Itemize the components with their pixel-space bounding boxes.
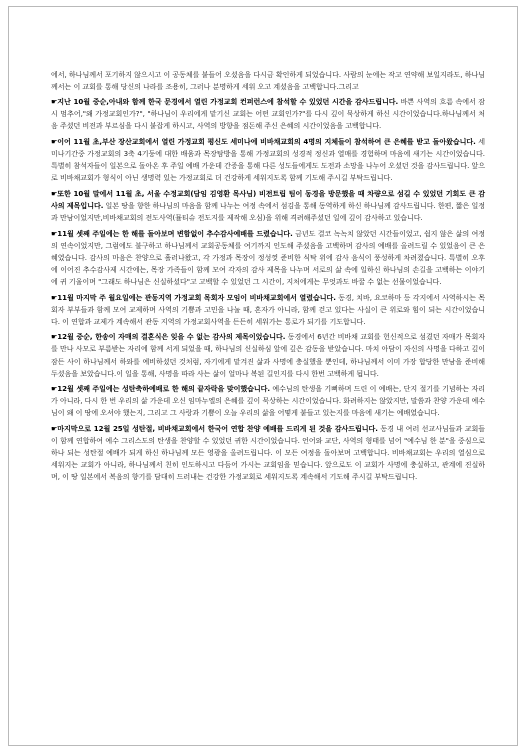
paragraph-seminar <box>51 136 485 184</box>
paragraph-text: 예수님의 탄생을 기뻐하며 드린 이 예배는, 단지 절기를 기념하는 자리가 아니라, 다시 한 번 우리의 삶 가운데 오신 임마누엘의 은혜를 깊이 묵상하는 시간이었습니다. 화려하지는 않았지만, 말씀과 찬양 가운데 예수님이 왜 이 땅에 오셔야 했는지, 그리고 그 사랑과 기쁨이 오늘 우리의 삶을 어떻게 붙들고 있는지를 마음에 새기는 예배였습니다. <box>51 384 485 418</box>
paragraph-text: 동경, 치바, 요코하마 등 각지에서 사역하시는 목회자 부부들과 함께 모여 교제하며 사역의 기쁨과 고민을 나눌 때, 혼자가 아니라, 함께 걷고 있다는 사실이 큰 위로와 힘이 되는 시간이었습니다. 이 연합과 교제가 계속해서 관동 지역의 가정교회사역을 든든히 세워가는 통로가 되기를 기도합니다. <box>51 292 485 326</box>
paragraph-conference <box>51 96 485 132</box>
pointing-hand-icon: ☛ <box>51 332 58 342</box>
pointing-hand-icon: ☛ <box>51 384 58 394</box>
document-page <box>8 6 518 746</box>
paragraph-lead: 또한 10월 말에서 11월 초, 서울 수정교회(담임 김영환 목사님) 비전트립 팀이 동경을 방문했을 때 차량으로 섬길 수 있었던 기회도 큰 감사의 제목입니다. <box>51 188 485 210</box>
paragraph-text: 금년도 결코 녹녹치 않았던 시간들이었고, 쉽지 않은 삶의 여정의 연속이었지만, 그럼에도 불구하고 하나님께서 교회공동체를 여기까지 인도해 주셨음을 고백하며 감사의 예배를 올려드릴 수 있었음이 큰 은혜였습니다. 감사의 마음은 찬양으로 흘러나왔고, 각 가정과 목장이 정성껏 준비한 식탁 위에 감사 음식이 풍성하게 차려졌습니다. 특별히 오후에 이어진 추수감사제 시간에는, 목장 가족들이 함께 모여 각자의 감사 제목을 나누며 서로의 삶 속에 일하신 하나님의 손길을 고백하는 이야기에 귀 기울이며 "그래도 하나님은 신실하셨다"고 고백할 수 있었던 그 시간이, 지처에게는 무엇과도 바꿀 수 없는 선물이었습니다. <box>51 228 486 286</box>
paragraph-lead: 지난 10월 중순,아내와 함께 한국 문경에서 열린 가정교회 컨퍼런스에 참석할 수 있었던 시간을 감사드립니다. <box>57 97 399 107</box>
paragraph-closing <box>51 423 485 483</box>
paragraph-lead: 11월 셋째 주일에는 한 해를 돌아보며 변함없이 추수감사예배를 드렸습니다. <box>57 228 293 238</box>
paragraph-text: 일본 땅을 향한 하나님의 마음을 함께 나누는 여정 속에서 섬김을 통해 동역하게 하신 하나님께 감사드립니다. 한편, 짧은 일정과 만남이었지만,비바채교회의 전도사역(뮬티슈 전도지를 제작해 오심)을 위해 격려해주셨던 일에 깊이 감사하고 있습니다. <box>51 200 486 223</box>
pointing-hand-icon: ☛ <box>51 136 58 146</box>
paragraph-wedding <box>51 331 485 379</box>
document-body <box>51 69 485 487</box>
paragraph-text: 동경 내 여러 선교사님들과 교회들이 함께 연합하여 예수 그리스도의 탄생을 찬양할 수 있었던 귀한 시간이었습니다. 언어와 교단, 사역의 형태를 넘어 "예수님 한 분"을 중심으로 하나 되는 성탄절 예배가 되게 하신 하나님께 모든 영광을 올려드립니다. 이 모든 여정을 돌아보며 고백합니다. 비바채교회는 우리의 열심으로 세워지는 교회가 아니라, 하나님께서 친히 인도하시고 다듬어 가시는 교회임을 믿습니다. 앞으로도 이 교회가 사명에 충실하고, 관계에 진실하며, 이 땅 일본에서 복음의 향기를 담대히 드러내는 건강한 가정교회로 세워지도록 계속해서 기도해 주시길 부탁드립니다. <box>51 424 485 482</box>
paragraph-lead: 12월 중순, 한송이 자매의 결혼식은 잊을 수 없는 감사의 제목이었습니다. <box>57 332 286 342</box>
pointing-hand-icon: ☛ <box>51 97 58 107</box>
paragraph-lead: 마지막으로 12월 25일 성탄절, 비바채교회에서 한국어 연합 찬양 예배를 드리게 된 것을 감사드립니다. <box>57 424 378 434</box>
paragraph-lead: 12월 셋째 주일에는 성탄축하예배로 한 해의 끝자락을 맞이했습니다. <box>57 384 271 394</box>
paragraph-thanksgiving <box>51 228 485 288</box>
paragraph-pastors-meeting <box>51 292 485 328</box>
paragraph-vision-trip <box>51 188 485 224</box>
paragraph-intro <box>51 69 485 93</box>
paragraph-text: 세미나기간중 가정교회의 3축 4기둥에 대한 배움과 목장탐방을 통해 가정교회의 성경적 정신과 열매를 경험하며 마음에 새기는 시간이었습니다. 특별히 참석자들이 일본으로 돌아온 후 주일 예배 가운데 간증을 통해 다른 성도들에게도 도전과 소망을 나누어 오셨던 것을 감사드립니다. 앞으로 비바채교회가 형식이 아닌 생명력 있는 가정교회로 더 건강하게 세워지도록 함께 기도해 주시길 부탁드립니다. <box>51 136 485 183</box>
paragraph-lead: 이어 11월 초,부산 장산교회에서 열린 가정교회 평신도 세미나에 비바채교회의 4명의 지체들이 참석하여 큰 은혜를 받고 돌아왔습니다. <box>57 136 476 146</box>
pointing-hand-icon: ☛ <box>51 292 58 302</box>
paragraph-text: 에서, 하나님께서 포기하지 않으시고 이 공동체를 붙들어 오셨음을 다시금 확인하게 되었습니다. 사람의 눈에는 작고 연약해 보일지라도, 하나님께서는 이 교회를 통해 당신의 나라를 조용히, 그러나 분명하게 세워 오고 계셨음을 고백합니다.그리고 <box>51 70 485 92</box>
paragraph-lead: 11월 마지막 주 월요일에는 관동지역 가정교회 목회자 모임이 비바채교회에서 열렸습니다. <box>57 292 336 302</box>
pointing-hand-icon: ☛ <box>51 424 58 434</box>
pointing-hand-icon: ☛ <box>51 188 58 198</box>
paragraph-christmas-service <box>51 383 485 419</box>
paragraph-text: 바쁜 사역의 흐름 속에서 잠시 멈추어,"왜 가정교회인가?", "하나님이 우리에게 맡기신 교회는 어떤 교회인가?"를 다시 깊이 묵상하게 하신 시간이었습니다.하나님께서 처음 주셨던 비전과 부르심을 다시 붙잡게 하시고, 사역의 방향을 점돈해 주신 은혜의 시간이었음을 고백합니다. <box>51 97 485 131</box>
pointing-hand-icon: ☛ <box>51 228 58 238</box>
paragraph-text: 동경에서 6년간 비바채 교회를 헌신적으로 섬겼던 자매가 목회자를 만나 사모로 부름받는 자리에 함께 서게 되었을 때, 하나님의 신실하심 앞에 깊은 감동을 받았습니다. 마치 아담이 자신의 사명을 다하고 깊이 잠든 사이 하나님께서 하와를 예비하셨던 것처럼, 자기에게 맡겨진 삶과 사명에 충실했을 뿐인데, 하나님께서 이미 가장 합당한 만남을 준비해 두셨음을 보았습니다.이 일을 통해, 사명을 따라 사는 삶이 얼마나 복된 길인지를 다시 한번 고백하게 됩니다. <box>51 332 485 378</box>
